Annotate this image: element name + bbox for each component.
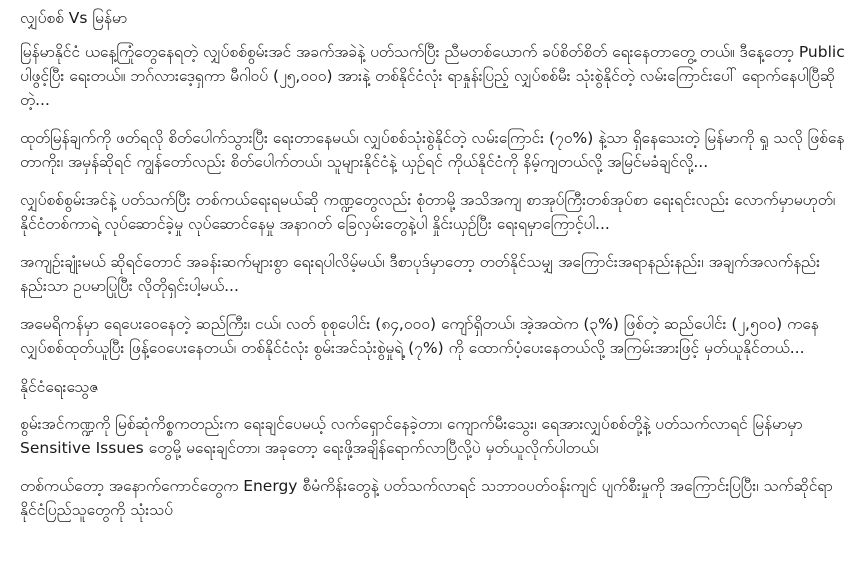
paragraph: အကျဉ်းချုံးမယ် ဆိုရင်တောင် အခန်းဆက်များစွာ ရေးရပါလိမ့်မယ်၊ ဒီစာပုဒ်မှာတော့ တတ်နိုင်သမျှ အကြောင်းအရာနည်းနည်း၊ အချက်အလက်နည်းနည်းသာ ဥပမာပြုပြီး လိုတိုရှင်းပါ့မယ်... bbox=[20, 253, 821, 295]
section-heading: နိုင်ငံရေးသွေဇ bbox=[20, 378, 99, 396]
paragraph: စွမ်းအင်ကဏ္ဍကို မြစ်ဆုံကိစ္စကတည်းက ရေးချင်ပေမယ့် လက်ရှောင်နေခဲ့တာ၊ ကျောက်မီးသွေး၊ ရေအားလျှပ်စစ်တို့နဲ့ ပတ်သက်လာရင် မြန်မာမှာ Sensitive Issues တွေမို့ မရေးချင်တာ၊ အခုတော့ ရေးဖို့အချိန်ရောက်လာပြီလို့ပဲ မှတ်ယူလိုက်ပါတယ်၊ bbox=[20, 415, 803, 457]
post-body bbox=[20, 4, 846, 582]
paragraph: မြန်မာနိုင်ငံ ယနေ့ကြုံတွေနေရတဲ့ လျှပ်စစ်စွမ်းအင် အခက်အခဲနဲ့ ပတ်သက်ပြီး ညီမတစ်ယောက် ခပ်စိတ်စိတ် ရေးနေတာတွေ့ တယ်။ ဒီနေ့တော့ Public ပါဖွင့်ပြီး ရေးတယ်။ ဘဂ်လားဒေ့ရှကာ မီဂါဝပ် (၂၅,၀၀၀) အားနဲ့ တစ်နိုင်ငံလုံး ရာနှုန်းပြည့် လျှပ်စစ်မီး သုံးစွဲနိုင်တဲ့ လမ်းကြောင်းပေါ် ရောက်နေပါပြီဆိုတဲ့... bbox=[20, 43, 845, 109]
paragraph: တစ်ကယ်တော့ အနောက်ကောင်တွေက Energy စီမံကိန်းတွေနဲ့ ပတ်သက်လာရင် သဘာဝပတ်ဝန်းကျင် ပျက်စီးမှုကို အကြောင်းပြပြီး၊ သက်ဆိုင်ရာ နိုင်ငံပြည်သူတွေကို သုံးသပ် bbox=[20, 477, 833, 519]
paragraph: လျှပ်စစ်စွမ်းအင်နဲ့ ပတ်သက်ပြီး တစ်ကယ်ရေးရမယ်ဆို ကဏ္ဍတွေလည်း စုံတာမို့ အသိအကျ စာအုပ်ကြီးတစ်အုပ်စာ ရေးရင်းလည်း လောက်မှာမဟုတ်၊ နိုင်ငံတစ်ကာရဲ့ လုပ်ဆောင်ခဲ့မှု လုပ်ဆောင်နေမှု အနာဂတ် ခြေလှမ်းတွေနဲ့ပါ နှိုင်းယှဉ်ပြီး ရေးရမှာကြောင့်ပါ... bbox=[20, 191, 836, 233]
paragraph: အမေရိကန်မှာ ရေပေးဝေနေတဲ့ ဆည်ကြီး၊ ငယ်၊ လတ် စုစုပေါင်း (၈၄,၀၀၀) ကျော်ရှိတယ်၊ အဲ့အထဲက (၃%) ဖြစ်တဲ့ ဆည်ပေါင်း (၂,၅၀၀) ကနေ လျှပ်စစ်ထုတ်ယူပြီး ဖြန့်ဝေပေးနေတယ်၊ တစ်နိုင်ငံလုံး စွမ်းအင်သုံးစွဲမှုရဲ့ (၇%) ကို ထောက်ပံ့ပေးနေတယ်လို့ အကြမ်းအားဖြင့် မှတ်ယူနိုင်တယ်... bbox=[20, 315, 819, 357]
post-title: လျှပ်စစ် Vs မြန်မာ bbox=[20, 9, 128, 27]
paragraph: ထုတ်မြန်ချက်ကို ဖတ်ရလို စိတ်ပေါက်သွားပြီး ရေးတာနေမယ်၊ လျှပ်စစ်သုံးစွဲနိုင်တဲ့ လမ်းကြောင်း (၇၀%) နဲ့သာ ရှိနေသေးတဲ့ မြန်မာကို ရှု သလို ဖြစ်နေတာကိုး၊ အမှန်ဆိုရင် ကျွန်တော်လည်း စိတ်ပေါက်တယ်၊ သူများနိုင်ငံနဲ့ ယှဉ်ရင် ကိုယ်နိုင်ငံကို နိမ့်ကျတယ်လို့ အမြင်မခံချင်လို့... bbox=[20, 129, 845, 171]
